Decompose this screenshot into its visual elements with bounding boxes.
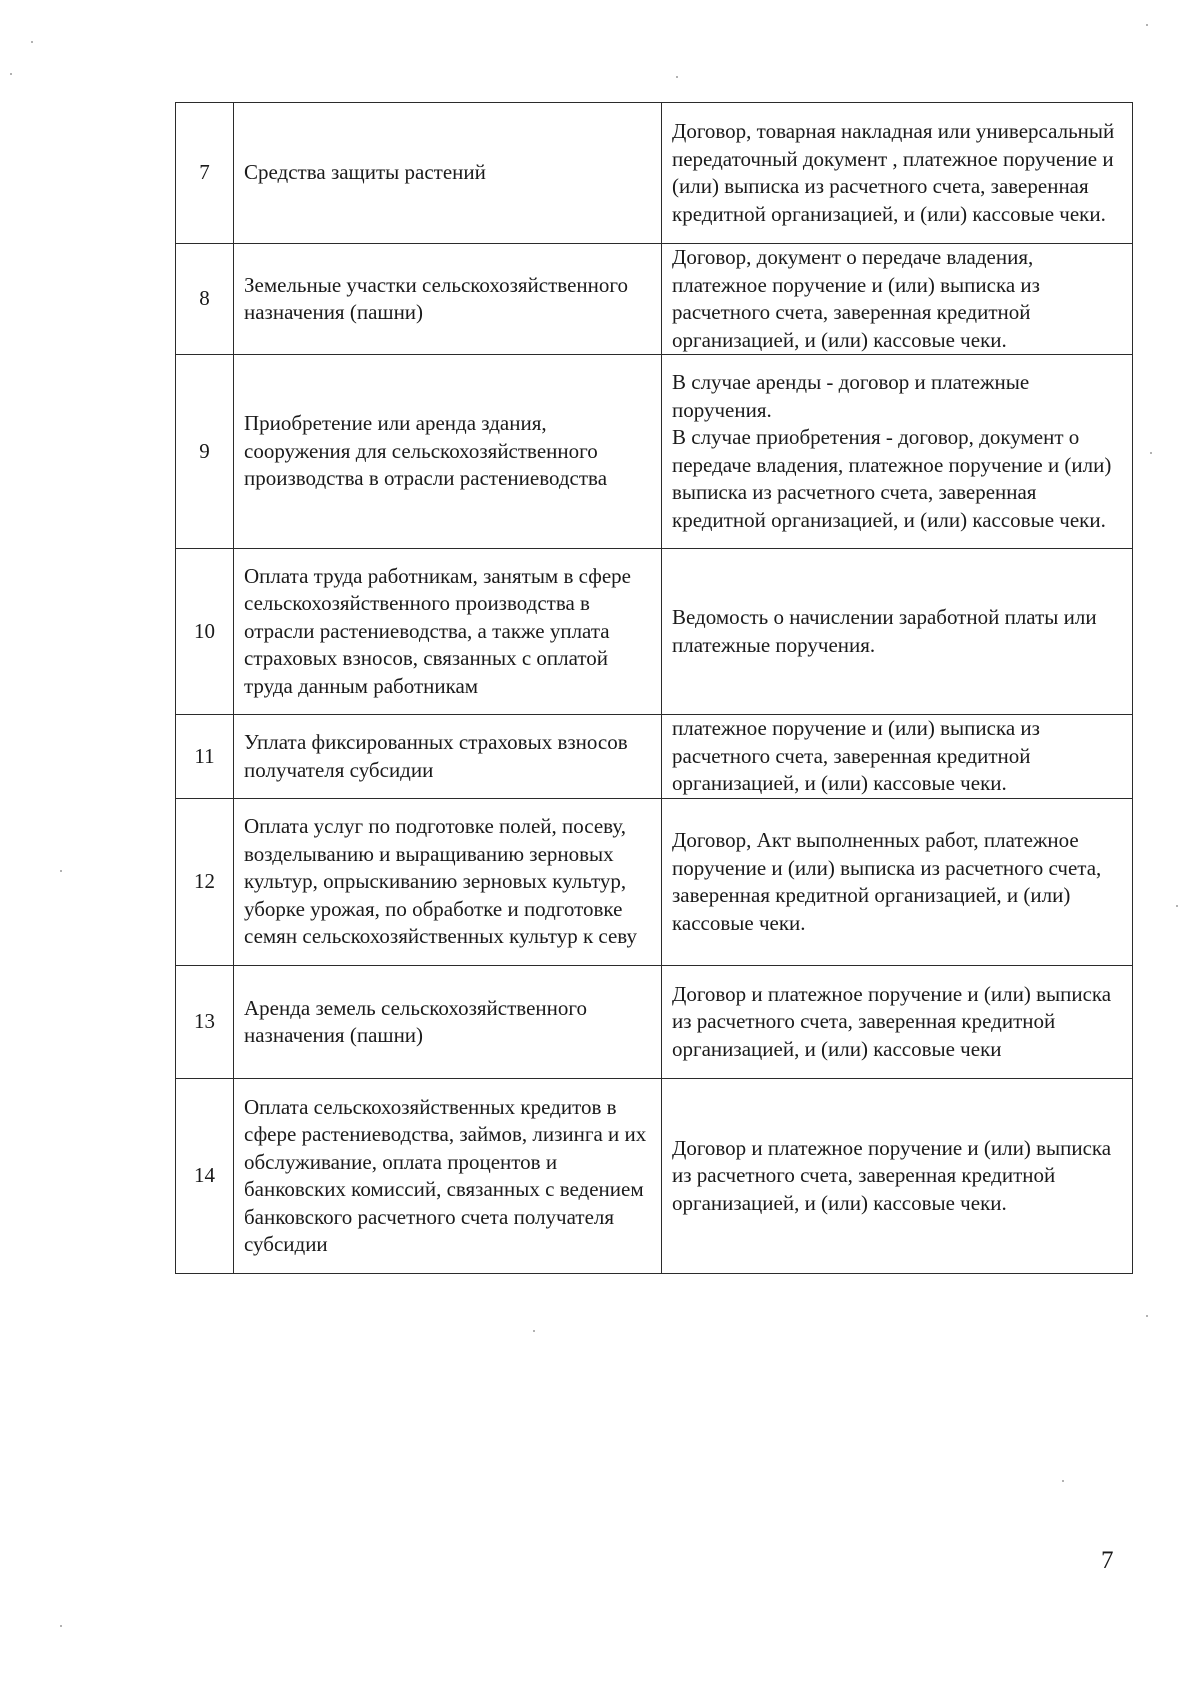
table-row <box>176 355 1133 549</box>
required-documents <box>662 103 1133 244</box>
scan-speck <box>31 41 33 43</box>
expense-name: Земельные участки сельскохозяйственного назначения (пашни) <box>234 244 662 355</box>
table-body <box>176 103 1133 1274</box>
row-number: 12 <box>176 799 234 966</box>
document-paragraph: Договор, документ о передаче владения, платежное поручение и (или) выписка из расчетного счета, заверенная кредитной организацией, и (или) кассовые чеки. <box>672 245 1040 352</box>
scan-speck <box>533 1330 535 1332</box>
scan-speck <box>1146 24 1148 26</box>
document-paragraph: Ведомость о начислении заработной платы или платежные поручения. <box>672 605 1097 657</box>
document-paragraph: Договор, товарная накладная или универсальный передаточный документ , платежное поручение и (или) выписка из расчетного счета, заверенная кредитной организацией, и (или) кассовые чеки. <box>672 119 1115 226</box>
scan-speck <box>60 1625 62 1627</box>
scan-speck <box>10 73 12 75</box>
row-number: 10 <box>176 549 234 715</box>
scan-speck <box>1176 905 1178 907</box>
row-number: 13 <box>176 966 234 1079</box>
expense-name: Оплата труда работникам, занятым в сфере сельскохозяйственного производства в отрасли растениеводства, а также уплата страховых взносов, связанных с оплатой труда данным работникам <box>234 549 662 715</box>
table-row <box>176 549 1133 715</box>
scan-speck <box>60 870 62 872</box>
document-paragraph: платежное поручение и (или) выписка из расчетного счета, заверенная кредитной организацией, и (или) кассовые чеки. <box>672 716 1040 796</box>
table-row <box>176 715 1133 799</box>
table-row <box>176 799 1133 966</box>
scan-speck <box>1150 452 1152 454</box>
required-documents <box>662 549 1133 715</box>
documents-table <box>175 102 1133 1274</box>
required-documents <box>662 715 1133 799</box>
document-paragraph: Договор и платежное поручение и (или) выписка из расчетного счета, заверенная кредитной организацией, и (или) кассовые чеки. <box>672 1135 1112 1215</box>
required-documents <box>662 1079 1133 1274</box>
table-row <box>176 244 1133 355</box>
table-row <box>176 966 1133 1079</box>
required-documents <box>662 355 1133 549</box>
expense-name: Оплата услуг по подготовке полей, посеву, возделыванию и выращиванию зерновых культур, опрыскиванию зерновых культур, уборке урожая, по обработке и подготовке семян сельскохозяйственных культур к севу <box>234 799 662 966</box>
document-paragraph: В случае приобретения - договор, документ о передаче владения, платежное поручение и (или) выписка из расчетного счета, заверенная кредитной организацией, и (или) кассовые чеки. <box>672 425 1112 532</box>
expense-name: Аренда земель сельскохозяйственного назначения (пашни) <box>234 966 662 1079</box>
expense-name: Уплата фиксированных страховых взносов получателя субсидии <box>234 715 662 799</box>
row-number: 8 <box>176 244 234 355</box>
page-number: 7 <box>1101 1547 1114 1574</box>
table-row <box>176 1079 1133 1274</box>
document-paragraph: Договор и платежное поручение и (или) выписка из расчетного счета, заверенная кредитной организацией, и (или) кассовые чеки <box>672 981 1112 1061</box>
row-number: 7 <box>176 103 234 244</box>
row-number: 9 <box>176 355 234 549</box>
scan-speck <box>1146 1315 1148 1317</box>
row-number: 14 <box>176 1079 234 1274</box>
document-paragraph: Договор, Акт выполненных работ, платежное поручение и (или) выписка из расчетного счета, заверенная кредитной организацией, и (или) кассовые чеки. <box>672 828 1102 935</box>
scan-speck <box>1062 1480 1064 1482</box>
required-documents <box>662 966 1133 1079</box>
table-row <box>176 103 1133 244</box>
document-paragraph: В случае аренды - договор и платежные поручения. <box>672 370 1030 422</box>
expense-name: Приобретение или аренда здания, сооружения для сельскохозяйственного производства в отрасли растениеводства <box>234 355 662 549</box>
row-number: 11 <box>176 715 234 799</box>
required-documents <box>662 799 1133 966</box>
scan-speck <box>676 76 678 78</box>
expense-name: Оплата сельскохозяйственных кредитов в сфере растениеводства, займов, лизинга и их обслуживание, оплата процентов и банковских комиссий, связанных с ведением банковского расчетного счета получателя субсидии <box>234 1079 662 1274</box>
required-documents <box>662 244 1133 355</box>
expense-name: Средства защиты растений <box>234 103 662 244</box>
